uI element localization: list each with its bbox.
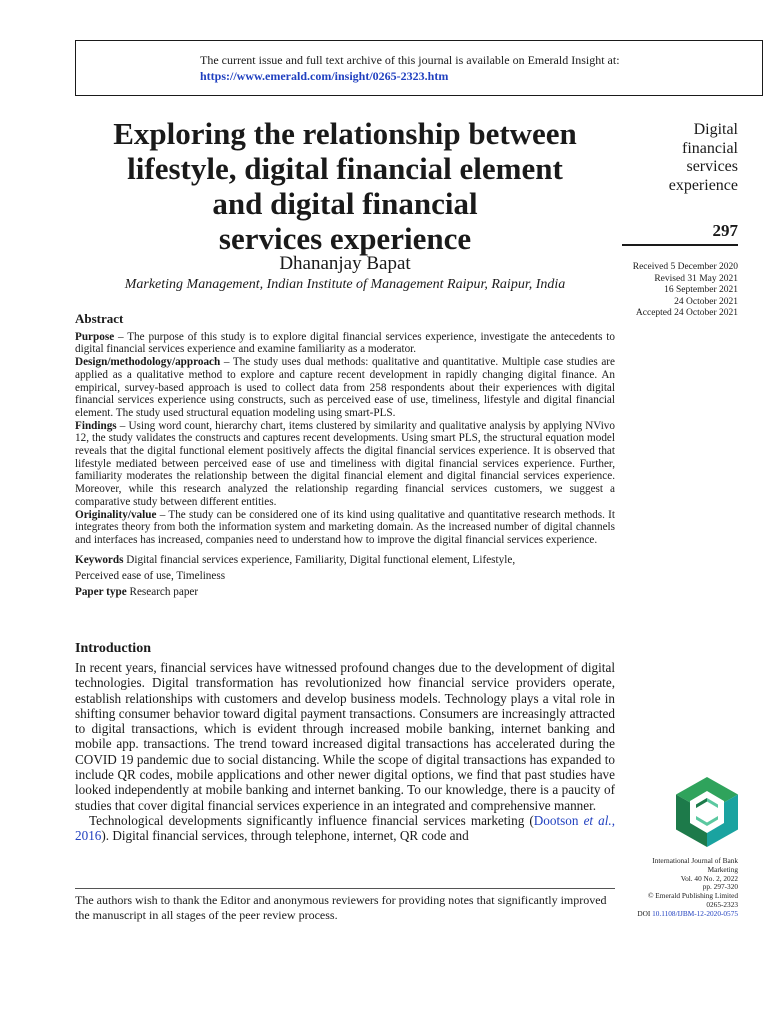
journal-volume: Vol. 40 No. 2, 2022 [680,873,738,883]
running-title-line: services [686,158,738,175]
citation-year: , 2016 [75,812,616,844]
journal-name: International Journal of Bank [652,856,738,865]
purpose-label: Purpose [75,330,115,343]
article-history-dates [616,262,738,320]
introduction-section [75,640,615,844]
archive-notice-box [75,40,763,96]
doi-link[interactable]: 10.1108/IJBM-12-2020-0575 [652,908,738,918]
journal-pages: pp. 297-320 [702,882,738,892]
journal-publisher: © Emerald Publishing Limited [647,891,738,901]
date-revised: 24 October 2021 [674,296,738,307]
purpose-text: – The purpose of this study is to explore digital financial services experience, investigate the antecedents to digital financial services experience and examine familiarity as a moderator. [75,330,615,356]
running-title-line: Digital [693,121,738,138]
date-revised: 16 September 2021 [664,285,738,296]
acknowledgement-footnote: The authors wish to thank the Editor and anonymous reviewers for providing notes that significantly improved the manuscript in all stages of the peer review process. [75,893,607,922]
title-line: services experience [218,221,472,256]
journal-info [630,857,738,919]
emerald-logo-icon [676,777,738,847]
abstract-keywords [75,552,615,584]
title-line: Exploring the relationship between [113,116,577,151]
archive-notice-text: The current issue and full text archive of this journal is available on Emerald Insight at: [200,53,620,67]
citation-author: Dootson [533,812,579,828]
footnote-divider [75,888,615,889]
date-revised: Revised 31 May 2021 [654,273,738,284]
doi-label: DOI [637,908,653,918]
abstract-findings [75,420,615,509]
keywords-label: Keywords [75,553,124,566]
page-number: 297 [712,221,738,240]
citation-etal: et al. [583,812,612,828]
paragraph-text: Technological developments significantly influence financial services marketing ( [89,812,534,828]
findings-text: – Using word count, hierarchy chart, items clustered by similarity and qualitative analysis by applying NVivo 12, the study validates the constructs and captures recent developments. Using smart PLS, the structural equation model reveals that the digital functional element positively affects the digital financial services experience. It is observed that lifestyle mediated between perceived ease of use and timeliness with digital financial services experience. Further, familiarity moderates the relationship between the digital financial element and digital financial services experience. Moreover, while this research analyzed the relationship regarding financial services customers, we suggest a comparative study between different entities. [75,419,615,508]
findings-label: Findings [75,419,117,432]
article-title [75,116,615,256]
date-accepted: Accepted 24 October 2021 [635,308,738,319]
originality-text: – The study can be considered one of its kind using qualitative and quantitative research methods. It integrates theory from both the information system and marketing domain. As the increased number of digital channels and interfaces has increased, companies need to understand how to improve the digital financial services experience. [75,508,615,546]
journal-doi [630,910,738,919]
abstract-originality [75,509,615,547]
keywords-text-line2: Perceived ease of use, Timeliness [75,569,226,582]
author-affiliation: Marketing Management, Indian Institute of Management Raipur, Raipur, India [124,277,566,292]
originality-label: Originality/value [75,508,157,521]
introduction-heading: Introduction [75,641,151,656]
title-line: lifestyle, digital financial element [127,151,563,186]
abstract-section [75,313,615,600]
journal-issn: 0265-2323 [706,899,738,909]
introduction-paragraph: In recent years, financial services have witnessed profound changes due to the development of digital technologies. Digital transformation has revolutionized how financial service providers operate, establish relationships with customers and develop business models. Technology plays a vital role in shifting consumer behavior toward digital payment transactions. Consumers are increasingly attracted to digital transactions, which is evident through increased mobile banking, internet banking and mobile app. transactions. The trend toward increased digital transactions has accelerated during the COVID 19 pandemic due to social distancing. While the scope of digital transactions has expanded to include QR codes, mobile applications and other newer digital options, we find that past studies have looked independently at mobile banking and internet banking. To our knowledge, there is a paucity of studies that cover digital financial services experience in an integrated and comprehensive manner. [75,660,615,813]
sidebar-divider [622,244,738,246]
date-received: Received 5 December 2020 [632,262,738,272]
running-title [622,121,738,195]
keywords-text: Digital financial services experience, Familiarity, Digital functional element, Lifestyle, [123,553,516,566]
abstract-purpose [75,331,615,356]
author-name: Dhananjay Bapat [279,253,411,274]
abstract-design [75,356,615,420]
paper-type-label: Paper type [75,585,127,598]
journal-name: Marketing [707,864,738,874]
paper-type-text: Research paper [126,585,199,598]
design-label: Design/methodology/approach [75,356,221,369]
abstract-paper-type [75,584,615,600]
archive-url-link[interactable]: https://www.emerald.com/insight/0265-2323.htm [200,69,449,83]
running-title-line: financial [682,139,738,157]
introduction-paragraph [75,813,615,844]
paragraph-text: ). Digital financial services, through telephone, internet, QR code and [101,828,469,844]
abstract-heading: Abstract [75,311,124,326]
running-title-line: experience [668,176,738,194]
title-line: and digital financial [212,186,478,221]
design-text: – The study uses dual methods: qualitative and quantitative. Multiple case studies are applied as a qualitative method to explore and capture recent development in rapidly changing digital finance. An empirical, survey-based approach is used to collect data from 258 respondents about their experiences with digital financial services experience using constructs, such as perceived ease of use, timeliness, lifestyle and digital financial element. The study used structural equation modeling using smart-PLS. [75,356,615,419]
